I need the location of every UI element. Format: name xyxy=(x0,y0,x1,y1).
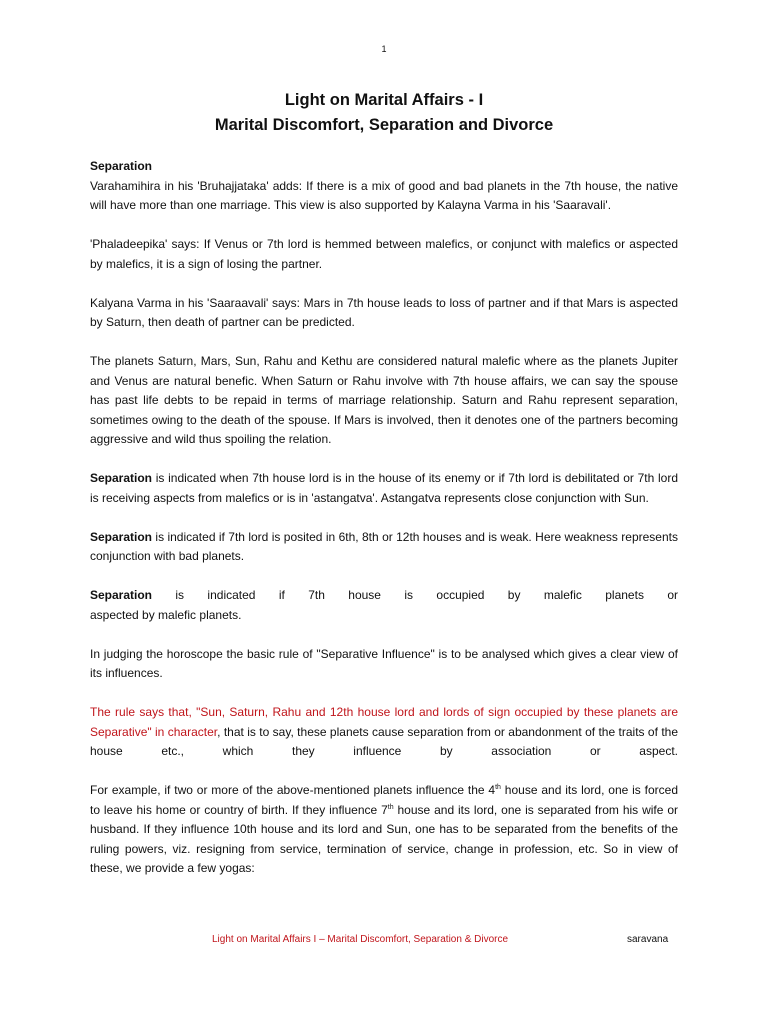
footer-author: saravana xyxy=(627,934,669,945)
document-title: Light on Marital Affairs - I xyxy=(284,91,484,109)
document-subtitle: Marital Discomfort, Separation and Divorce xyxy=(214,116,554,134)
footer-title: Light on Marital Affairs I – Marital Discomfort, Separation & Divorce xyxy=(212,934,509,945)
title-block xyxy=(0,88,768,138)
paragraph-kalyana-varma: Kalyana Varma in his 'Saaraavali' says: Mars in 7th house leads to loss of partner and if that Mars is aspected by Saturn, then death of partner can be predicted. xyxy=(90,295,678,329)
page-number: 1 xyxy=(381,44,387,54)
paragraph-separation-enemy: Separation is indicated when 7th house lord is in the house of its enemy or if 7th lord is debilitated or 7th lord is receiving aspects from malefics or is in 'astangatva'. Astangatva represents close conjunction with Sun. xyxy=(90,471,678,505)
section-heading: Separation xyxy=(90,159,153,173)
paragraph-separation-malefic-line2: aspected by malefic planets. xyxy=(90,607,242,622)
paragraph-varahamihira: Varahamihira in his 'Bruhajjataka' adds: If there is a mix of good and bad planets in the 7th house, the native will have more than one marriage. This view is also supported by Kalayna Varma in his 'Saaravali'. xyxy=(90,178,678,212)
rule-highlight: The rule says that, "Sun, Saturn, Rahu and 12th house lord and lords of sign occupied by these planets are Separative" in character xyxy=(90,705,678,739)
separation-term: Separation xyxy=(90,471,153,485)
separation-term: Separation xyxy=(90,588,153,602)
paragraph-separative-influence: In judging the horoscope the basic rule of "Separative Influence" is to be analysed which gives a clear view of its influences. xyxy=(90,646,678,680)
paragraph-example: For example, if two or more of the above-mentioned planets influence the 4th house and its lord, one is forced to leave his home or country of birth. If they influence 7th house and its lord, one is separated from his wife or husband. If they influence 10th house and its lord and Sun, one has to be separated from the benefits of the ruling powers, viz. resigning from service, termination of service, change in profession, etc. So in view of these, we provide a few yogas: xyxy=(90,783,679,875)
paragraph-separation-malefic-line1: Separation is indicated if 7th house is occupied by malefic planets or xyxy=(90,588,678,602)
paragraph-separation-weak-lord: Separation is indicated if 7th lord is posited in 6th, 8th or 12th houses and is weak. Here weakness represents conjunction with bad planets. xyxy=(90,529,678,563)
document-body xyxy=(90,157,678,898)
paragraph-rule: The rule says that, "Sun, Saturn, Rahu and 12th house lord and lords of sign occupied by these planets are Separative" in character, that is to say, these planets cause separation from or abandonment of the traits of the house etc., which they influence by association or aspect. xyxy=(90,705,678,758)
paragraph-natural-malefics: The planets Saturn, Mars, Sun, Rahu and Kethu are considered natural malefic where as the planets Jupiter and Venus are natural benefic. When Saturn or Rahu involve with 7th house affairs, we can say the spouse has past life debts to be repaid in terms of marriage relationship. Saturn and Rahu represent separation, sometimes owing to the death of the spouse. If Mars is involved, then it denotes one of the partners becoming aggressive and wild thus spoiling the relation. xyxy=(90,354,678,446)
paragraph-phaladeepika: 'Phaladeepika' says: If Venus or 7th lord is hemmed between malefics, or conjunct with malefics or aspected by malefics, it is a sign of losing the partner. xyxy=(90,237,678,271)
separation-term: Separation xyxy=(90,529,153,544)
